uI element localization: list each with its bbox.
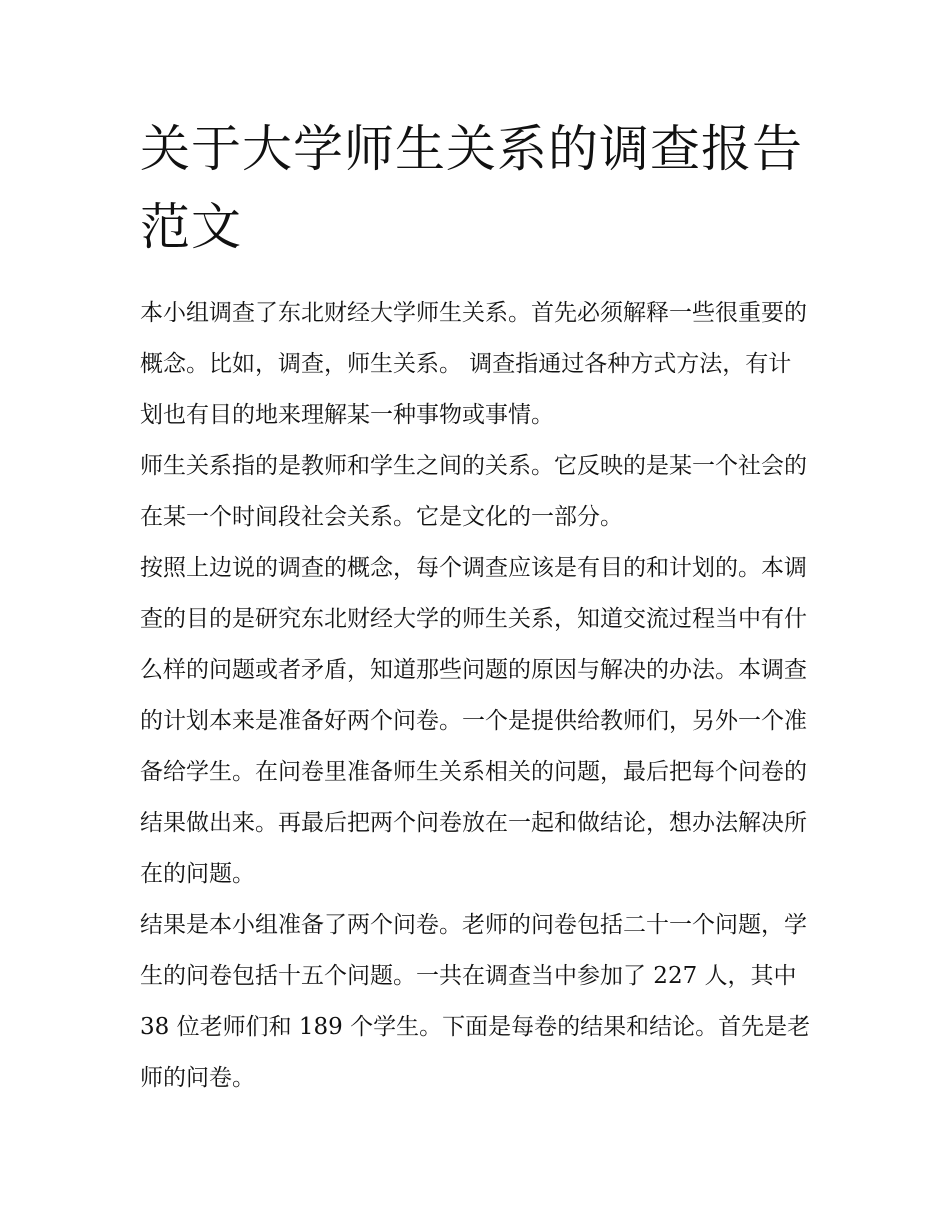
- paragraph-relationship: 师生关系指的是教师和学生之间的关系。它反映的是某一个社会的在某一个时间段社会关系。它是文化的一部分。: [140, 453, 807, 530]
- paragraph-results: 结果是本小组准备了两个问卷。老师的问卷包括二十一个问题，学生的问卷包括十五个问题。一共在调查当中参加了 227 人，其中 38 位老师们和 189 个学生。下面是每卷的结果和结论。首先是老师的问卷。: [140, 912, 811, 1091]
- paragraph-definitions: 本小组调查了东北财经大学师生关系。首先必须解释一些很重要的概念。比如，调查，师生关系。 调查指通过各种方式方法，有计划也有目的地来理解某一种事物或事情。: [140, 300, 807, 428]
- document-title: 关于大学师生关系的调查报告范文: [140, 120, 803, 256]
- paragraph-purpose-plan: 按照上边说的调查的概念，每个调查应该是有目的和计划的。本调查的目的是研究东北财经大学的师生关系，知道交流过程当中有什么样的问题或者矛盾，知道那些问题的原因与解决的办法。本调查的计划本来是准备好两个问卷。一个是提供给教师们，另外一个准备给学生。在问卷里准备师生关系相关的问题，最后把每个问卷的结果做出来。再最后把两个问卷放在一起和做结论，想办法解决所在的问题。: [140, 555, 807, 887]
- document-page: [140, 110, 812, 1104]
